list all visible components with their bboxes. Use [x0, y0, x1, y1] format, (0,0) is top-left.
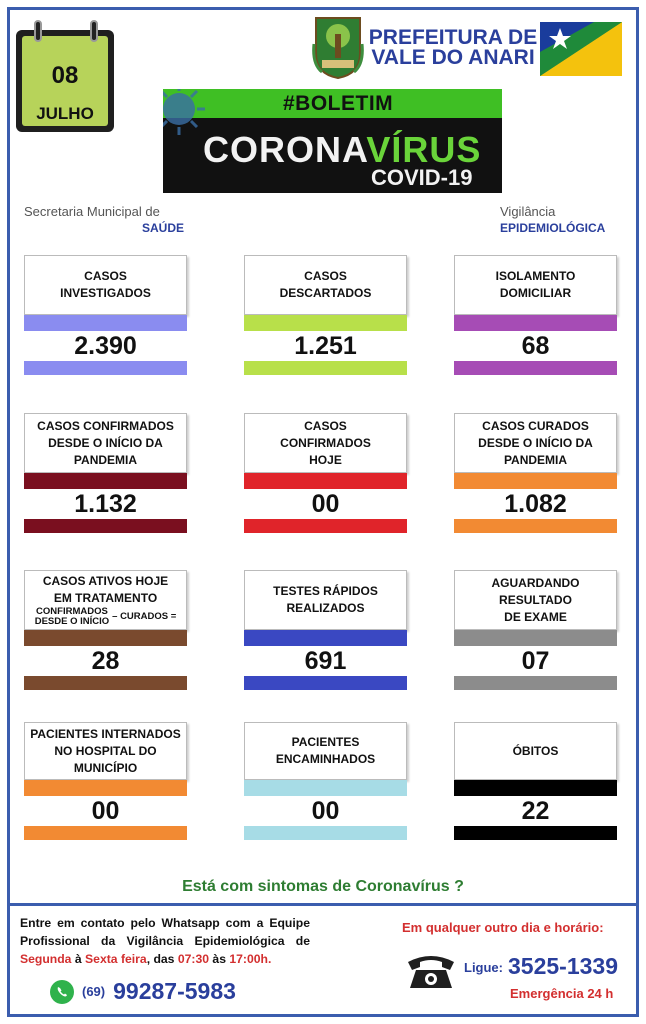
stat-card-color-bar: [244, 676, 407, 690]
stat-card-color-bar: [454, 473, 617, 489]
municipal-crest-icon: [312, 14, 364, 80]
stat-card-label: PACIENTES ENCAMINHADOS: [244, 722, 407, 780]
stat-card-value: 1.132: [74, 490, 137, 518]
whatsapp-number[interactable]: 99287-5983: [113, 978, 236, 1004]
stat-card: [454, 413, 617, 533]
stat-card-color-bar: [454, 315, 617, 331]
stat-card-color-bar: [24, 780, 187, 796]
stat-card-formula: CONFIRMADOS DESDE O INÍCIO – CURADOS =: [34, 606, 177, 627]
stat-card-color-bar: [244, 361, 407, 375]
telephone-icon: [404, 950, 458, 990]
stat-card: [24, 255, 187, 375]
stat-card-color-bar: [244, 519, 407, 533]
stat-card-label: ISOLAMENTO DOMICILIAR: [454, 255, 617, 315]
whatsapp-icon: [50, 980, 74, 1004]
stat-card-label: CASOS DESCARTADOS: [244, 255, 407, 315]
coronavirus-banner: [163, 89, 502, 193]
stat-card-label: CASOS CURADOS DESDE O INÍCIO DA PANDEMIA: [454, 413, 617, 473]
symptoms-question: Está com sintomas de Coronavírus ?: [182, 878, 464, 895]
stat-card-color-bar: [454, 676, 617, 690]
stat-card-label: PACIENTES INTERNADOS NO HOSPITAL DO MUNICÍPIO: [24, 722, 187, 780]
whatsapp-ddd: (69): [82, 984, 106, 999]
stat-card: [244, 255, 407, 375]
prefeitura-line1: PREFEITURA DE: [368, 26, 538, 49]
stat-card-color-bar: [24, 519, 187, 533]
stat-card-color-bar: [244, 473, 407, 489]
stat-card-value: 2.390: [74, 332, 137, 360]
calendar-ring-icon: [90, 20, 98, 42]
stat-card: [24, 722, 187, 840]
stat-card-color-bar: [454, 361, 617, 375]
calendar-icon: [16, 30, 114, 132]
stat-card-color-bar: [24, 826, 187, 840]
stat-card-color-bar: [454, 630, 617, 646]
emergency-label: Emergência 24 h: [510, 986, 614, 1001]
stat-card-color-bar: [244, 630, 407, 646]
stat-card: [454, 570, 617, 690]
stat-card-label: AGUARDANDO RESULTADO DE EXAME: [454, 570, 617, 630]
stat-card-color-bar: [24, 315, 187, 331]
stat-card-value: 691: [304, 647, 347, 675]
stat-card-value: 68: [521, 332, 550, 360]
stat-card-color-bar: [24, 361, 187, 375]
stat-card-color-bar: [454, 780, 617, 796]
stat-card-color-bar: [244, 826, 407, 840]
calendar-ring-icon: [34, 20, 42, 42]
stat-card: [24, 413, 187, 533]
prefeitura-title: [368, 28, 538, 68]
stat-card: [244, 413, 407, 533]
stat-card-label: CASOS ATIVOS HOJE EM TRATAMENTO CONFIRMADOS DESDE O INÍCIO – CURADOS =: [24, 570, 187, 630]
stat-card-label: CASOS CONFIRMADOS DESDE O INÍCIO DA PANDEMIA: [24, 413, 187, 473]
contact-text: Entre em contato pelo Whatsapp com a Equipe Profissional da Vigilância Epidemiológica de Segunda à Sexta feira, das 07:30 às 17:00h.: [20, 916, 310, 966]
stat-card-color-bar: [24, 630, 187, 646]
stat-card-label: CASOS CONFIRMADOS HOJE: [244, 413, 407, 473]
banner-title: CORONAVÍRUS: [203, 129, 482, 170]
stat-card-value: 00: [91, 797, 120, 825]
secretaria-label: Secretaria Municipal de SAÚDE: [24, 204, 184, 235]
stat-card: [244, 570, 407, 690]
stat-card-label: TESTES RÁPIDOS REALIZADOS: [244, 570, 407, 630]
stat-card-value: 22: [521, 797, 550, 825]
stat-card-color-bar: [24, 473, 187, 489]
stat-card-value: 28: [91, 647, 120, 675]
stat-card: [24, 570, 187, 690]
stat-card-value: 00: [311, 797, 340, 825]
stat-card-value: 07: [521, 647, 550, 675]
stat-card-label: CASOS INVESTIGADOS: [24, 255, 187, 315]
stat-card: [454, 255, 617, 375]
banner-tag: #BOLETIM: [283, 92, 394, 115]
stat-card: [244, 722, 407, 840]
stat-card-value: 00: [311, 490, 340, 518]
rondonia-flag-icon: [540, 22, 622, 76]
other-time-label: Em qualquer outro dia e horário:: [402, 920, 604, 935]
whatsapp-row[interactable]: [50, 978, 236, 1005]
stat-card-color-bar: [244, 780, 407, 796]
stat-card: [454, 722, 617, 840]
calendar-month: JULHO: [26, 104, 104, 126]
banner-subtitle: COVID-19: [371, 165, 473, 190]
stat-card-color-bar: [24, 676, 187, 690]
call-number[interactable]: 3525-1339: [508, 953, 618, 979]
prefeitura-line2: VALE DO ANARI: [371, 46, 535, 69]
stat-card-color-bar: [244, 315, 407, 331]
vigilancia-label: Vigilância EPIDEMIOLÓGICA: [500, 204, 606, 235]
stat-card-value: 1.082: [504, 490, 567, 518]
stat-card-label: ÓBITOS: [454, 722, 617, 780]
call-label: Ligue:: [464, 960, 503, 975]
stat-card-value: 1.251: [294, 332, 357, 360]
stat-card-color-bar: [454, 519, 617, 533]
stat-card-color-bar: [454, 826, 617, 840]
calendar-day: 08: [51, 62, 79, 89]
